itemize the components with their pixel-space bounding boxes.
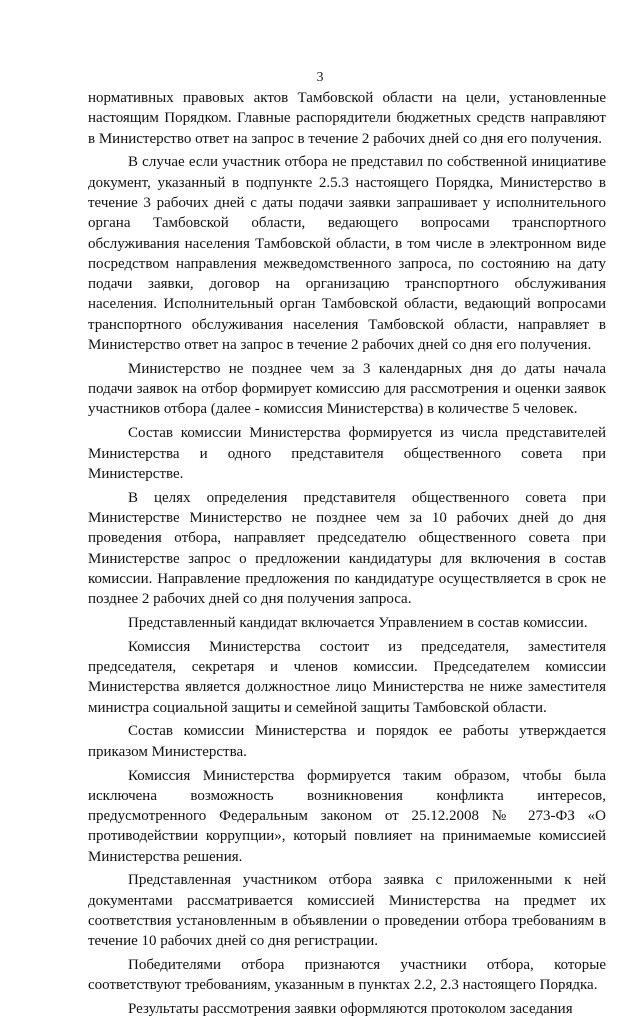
paragraph-9: Комиссия Министерства формируется таким образом, чтобы была исключена возможность возникновения конфликта интересов, предусмотренного Федеральным законом от 25.12.2008 № 273-ФЗ «О противодействии коррупции», который повлияет на принимаемые комиссией Министерства решения. bbox=[88, 767, 606, 865]
paragraph-10: Представленная участником отбора заявка с приложенными к ней документами рассматривается комиссией Министерства на предмет их соответствия установленным в объявлении о проведении отбора требованиям в течение 10 рабочих дней со дня регистрации. bbox=[88, 872, 606, 950]
paragraph-8: Состав комиссии Министерства и порядок ее работы утверждается приказом Министерства. bbox=[88, 723, 606, 760]
paragraph-3: Министерство не позднее чем за 3 календарных дня до даты начала подачи заявок на отбор формирует комиссию для рассмотрения и оценки заявок участников отбора (далее - комиссия Министерства) в количестве 5 человек. bbox=[88, 360, 606, 418]
paragraph-11: Победителями отбора признаются участники отбора, которые соответствуют требованиям, указанным в пунктах 2.2, 2.3 настоящего Порядка. bbox=[88, 957, 606, 994]
document-body bbox=[88, 88, 606, 1023]
paragraph-2: В случае если участник отбора не представил по собственной инициативе документ, указанный в подпункте 2.5.3 настоящего Порядка, Министерство в течение 3 рабочих дней с даты подачи заявки запрашивает у исполнительного органа Тамбовской области, ведающего вопросами транспортного обслуживания населения Тамбовской области, в том числе в электронном виде посредством направления межведомственного запроса, по состоянию на дату подачи заявки, договор на организацию транспортного обслуживания населения. Исполнительный орган Тамбовской области, ведающий вопросами транспортного обслуживания населения Тамбовской области, направляет в Министерство ответ на запрос в течение 2 рабочих дней со дня его получения. bbox=[88, 154, 606, 354]
paragraph-1: нормативных правовых актов Тамбовской области на цели, установленные настоящим Порядком. Главные распорядители бюджетных средств направляют в Министерство ответ на запрос в течение 2 рабочих дней со дня его получения. bbox=[88, 90, 606, 147]
paragraph-6: Представленный кандидат включается Управлением в состав комиссии. bbox=[128, 614, 588, 631]
paragraph-5: В целях определения представителя общественного совета при Министерстве Министерство не позднее чем за 10 рабочих дней до дня проведения отбора, направляет председателю общественного совета при Министерстве запрос о предложении кандидатуры для включения в состав комиссии. Направление предложения по кандидатуре осуществляется в срок не позднее 2 рабочих дней со дня получения запроса. bbox=[88, 489, 606, 608]
paragraph-12: Результаты рассмотрения заявки оформляются протоколом заседания bbox=[128, 1001, 573, 1018]
paragraph-7: Комиссия Министерства состоит из председателя, заместителя председателя, секретаря и членов комиссии. Председателем комиссии Министерства является должностное лицо Министерства не ниже заместителя министра социальной защиты и семейной защиты Тамбовской области. bbox=[88, 638, 606, 716]
page-number: 3 bbox=[316, 70, 324, 85]
paragraph-4: Состав комиссии Министерства формируется из числа представителей Министерства и одного представителя общественного совета при Министерстве. bbox=[88, 425, 606, 482]
